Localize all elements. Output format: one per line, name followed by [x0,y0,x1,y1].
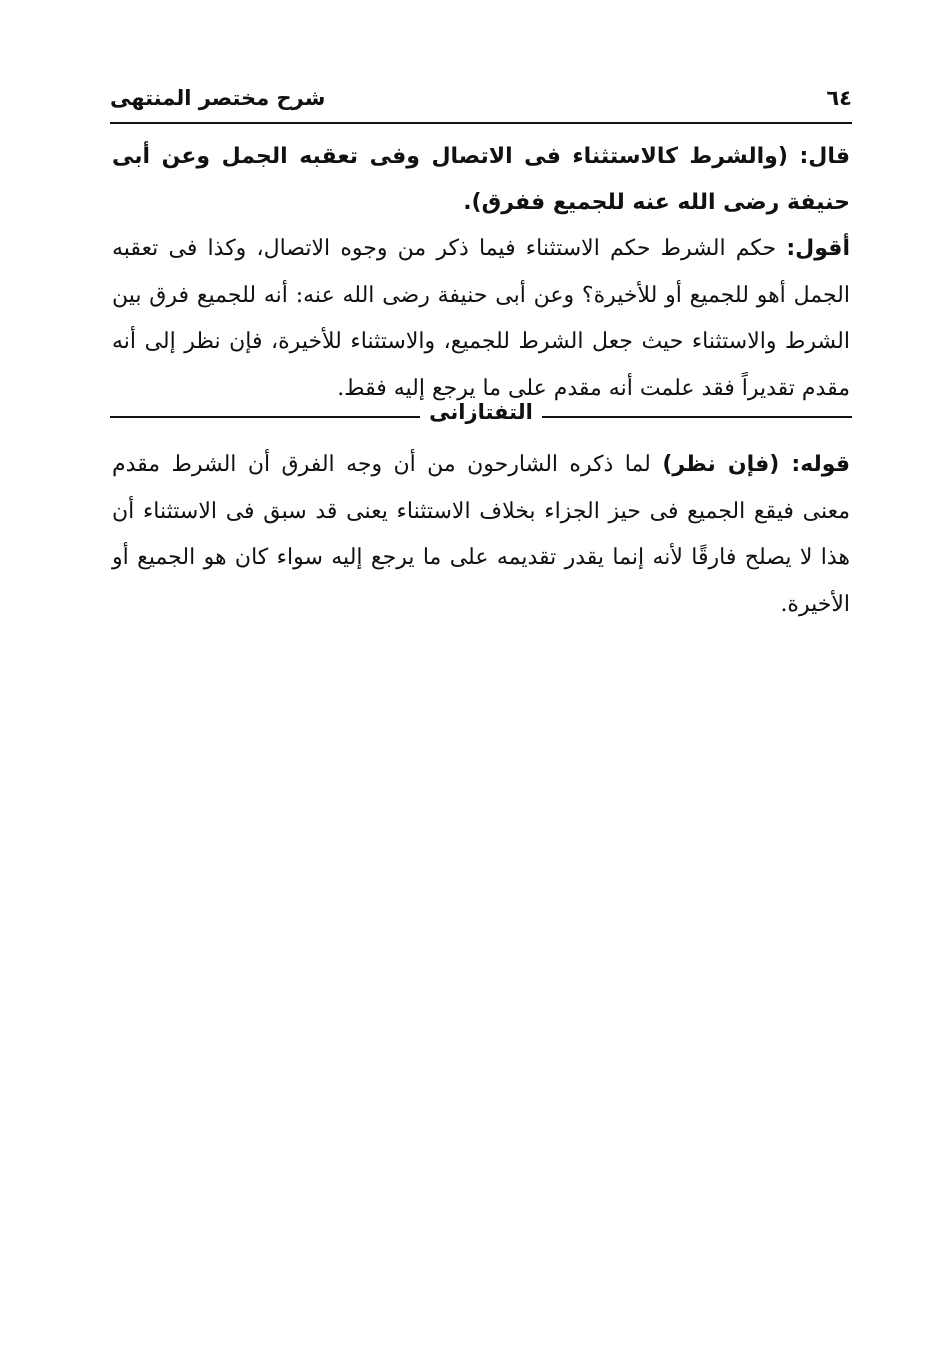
running-title: شرح مختصر المنتهى [110,86,326,110]
sharh-body: حكم الشرط حكم الاستثناء فيما ذكر من وجوه الاتصال، وكذا فى تعقبه الجمل أهو للجميع أو للأخيرة؟ وعن أبى حنيفة رضى الله عنه: أنه للجميع فرق بين الشرط والاستثناء حيث جعل الشرط للجميع، والاستثناء للأخيرة، فإن نظر إلى أنه مقدم تقديراً فقد علمت أنه مقدم على ما يرجع إليه فقط. [112,236,850,401]
sharh-paragraph [112,226,850,412]
hashiya-body: لما ذكره الشارحون من أن وجه الفرق أن الشرط مقدم معنى فيقع الجميع فى حيز الجزاء بخلاف الاستثناء يعنى قد سبق فى الاستثناء أن هذا لا يصلح فارقًا لأنه إنما يقدر تقديمه على ما يرجع إليه سواء كان هو الجميع أو الأخيرة. [112,452,850,617]
section-divider [110,398,852,434]
hashiya-paragraph [112,442,850,628]
matn-label: قال: [799,144,850,169]
running-header [110,80,852,120]
page-number: ٦٤ [826,86,852,110]
header-rule [110,122,852,124]
matn-body: (والشرط كالاستثناء فى الاتصال وفى تعقبه الجمل وعن أبى حنيفة رضى الله عنه للجميع ففرق). [112,144,850,215]
divider-rule-left [110,416,420,418]
divider-label: التفتازانى [429,400,533,424]
sharh-label: أقول: [786,236,850,261]
matn-paragraph [112,134,850,226]
hashiya-label: قوله: (فإن نظر) [662,452,850,477]
